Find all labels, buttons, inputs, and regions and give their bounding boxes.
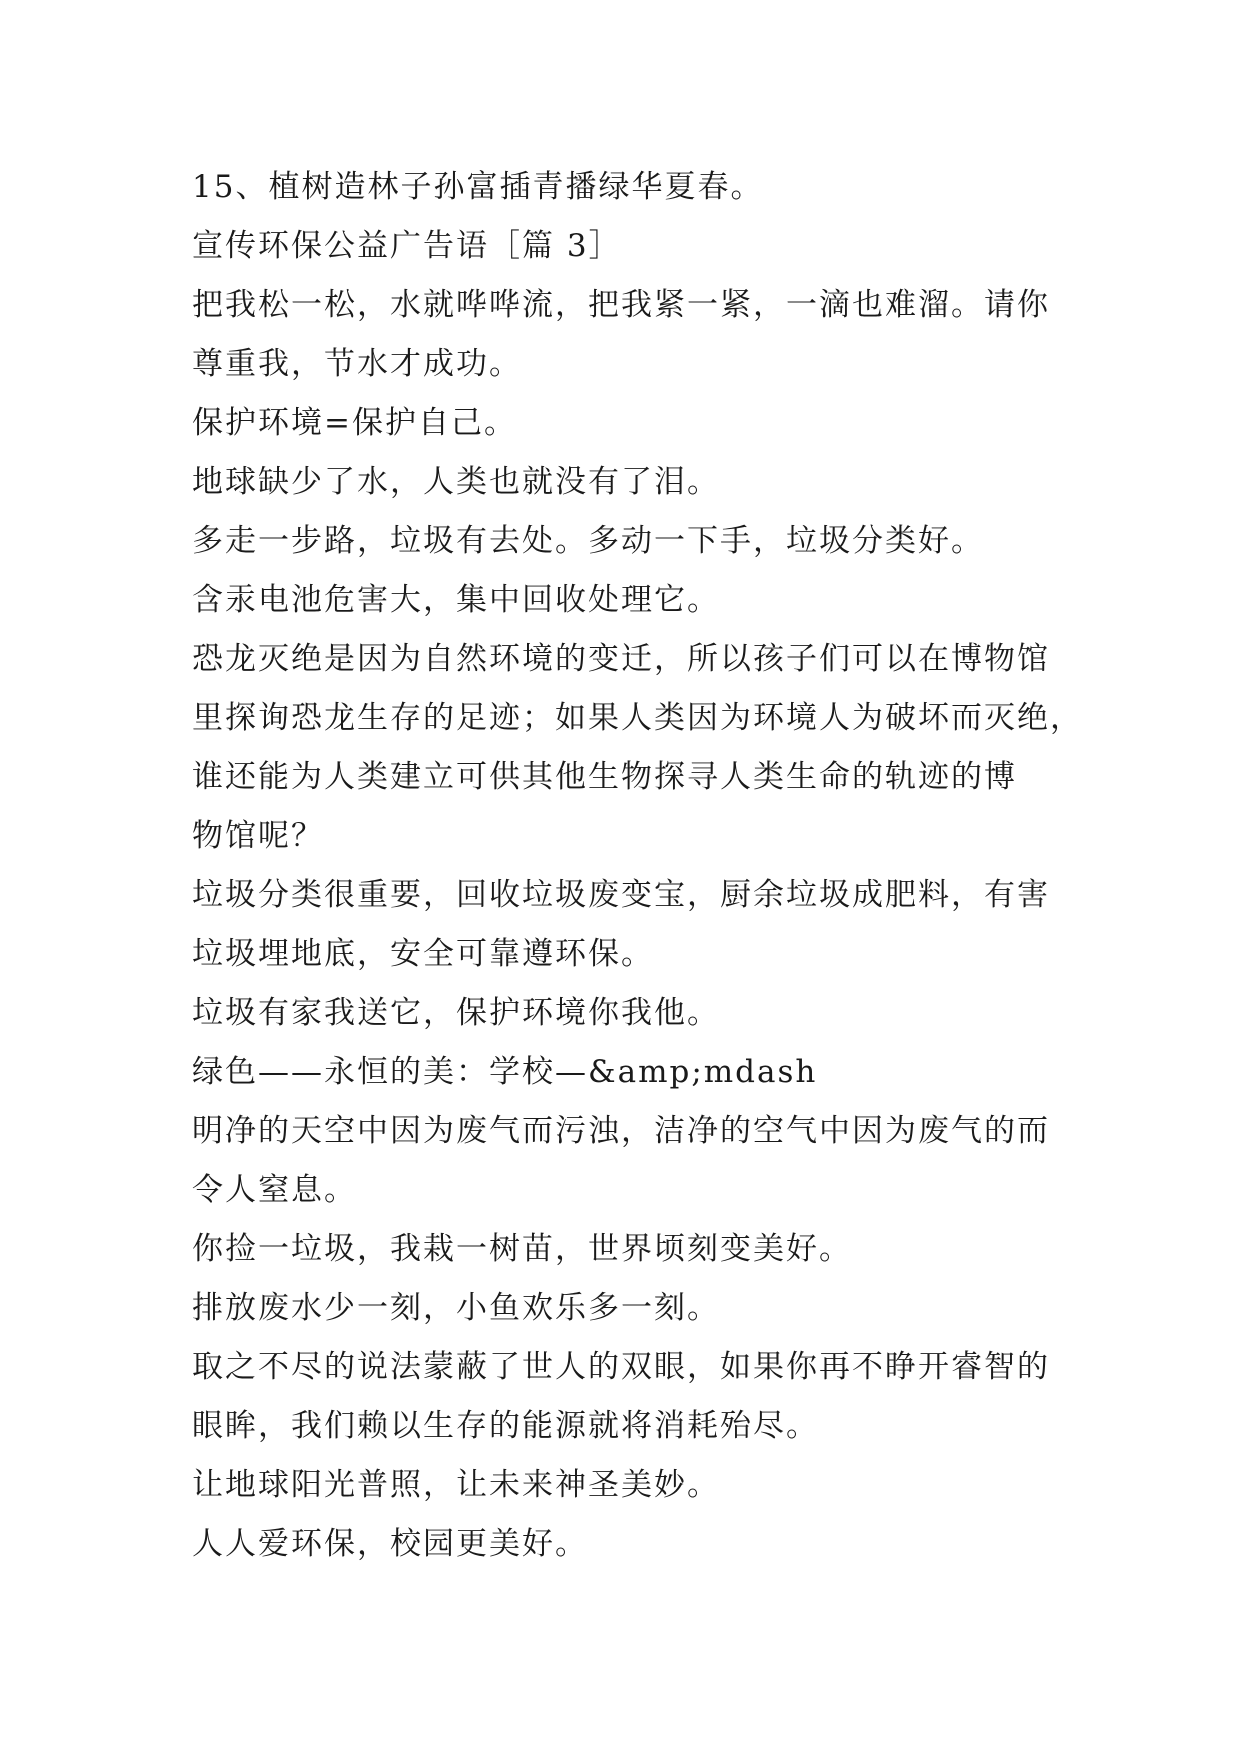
- text-line: 恐龙灭绝是因为自然环境的变迁，所以孩子们可以在博物馆: [192, 641, 1050, 677]
- text-line: 明净的天空中因为废气而污浊，洁净的空气中因为废气的而: [192, 1113, 1050, 1149]
- text-line: 垃圾有家我送它，保护环境你我他。: [192, 995, 720, 1031]
- text-line: 里探询恐龙生存的足迹；如果人类因为环境人为破坏而灭绝，: [192, 700, 1083, 736]
- text-line: 眼眸，我们赖以生存的能源就将消耗殆尽。: [192, 1408, 819, 1444]
- text-line: 绿色——永恒的美：学校—&amp;mdash: [192, 1054, 818, 1090]
- text-line: 地球缺少了水，人类也就没有了泪。: [192, 464, 720, 500]
- text-line: 人人爱环保，校园更美好。: [192, 1526, 588, 1562]
- document-body: [192, 158, 1083, 1574]
- text-line: 垃圾埋地底，安全可靠遵环保。: [192, 936, 654, 972]
- text-line: 让地球阳光普照，让未来神圣美妙。: [192, 1467, 720, 1503]
- text-line: 尊重我，节水才成功。: [192, 346, 522, 382]
- text-line: 多走一步路，垃圾有去处。多动一下手，垃圾分类好。: [192, 523, 984, 559]
- text-line: 把我松一松，水就哗哗流，把我紧一紧，一滴也难溜。请你: [192, 287, 1050, 323]
- text-line: 谁还能为人类建立可供其他生物探寻人类生命的轨迹的博: [192, 759, 1017, 795]
- text-line: 垃圾分类很重要，回收垃圾废变宝，厨余垃圾成肥料，有害: [192, 877, 1050, 913]
- section-heading: 宣传环保公益广告语［篇 3］: [192, 228, 622, 264]
- text-line: 取之不尽的说法蒙蔽了世人的双眼，如果你再不睁开睿智的: [192, 1349, 1050, 1385]
- text-line: 物馆呢？: [192, 818, 324, 854]
- text-line: 保护环境=保护自己。: [192, 405, 517, 441]
- text-line: 令人窒息。: [192, 1172, 357, 1208]
- text-line: 排放废水少一刻，小鱼欢乐多一刻。: [192, 1290, 720, 1326]
- text-line: 15、植树造林子孙富插青播绿华夏春。: [192, 169, 764, 205]
- text-line: 含汞电池危害大，集中回收处理它。: [192, 582, 720, 618]
- text-line: 你捡一垃圾，我栽一树苗，世界顷刻变美好。: [192, 1231, 852, 1267]
